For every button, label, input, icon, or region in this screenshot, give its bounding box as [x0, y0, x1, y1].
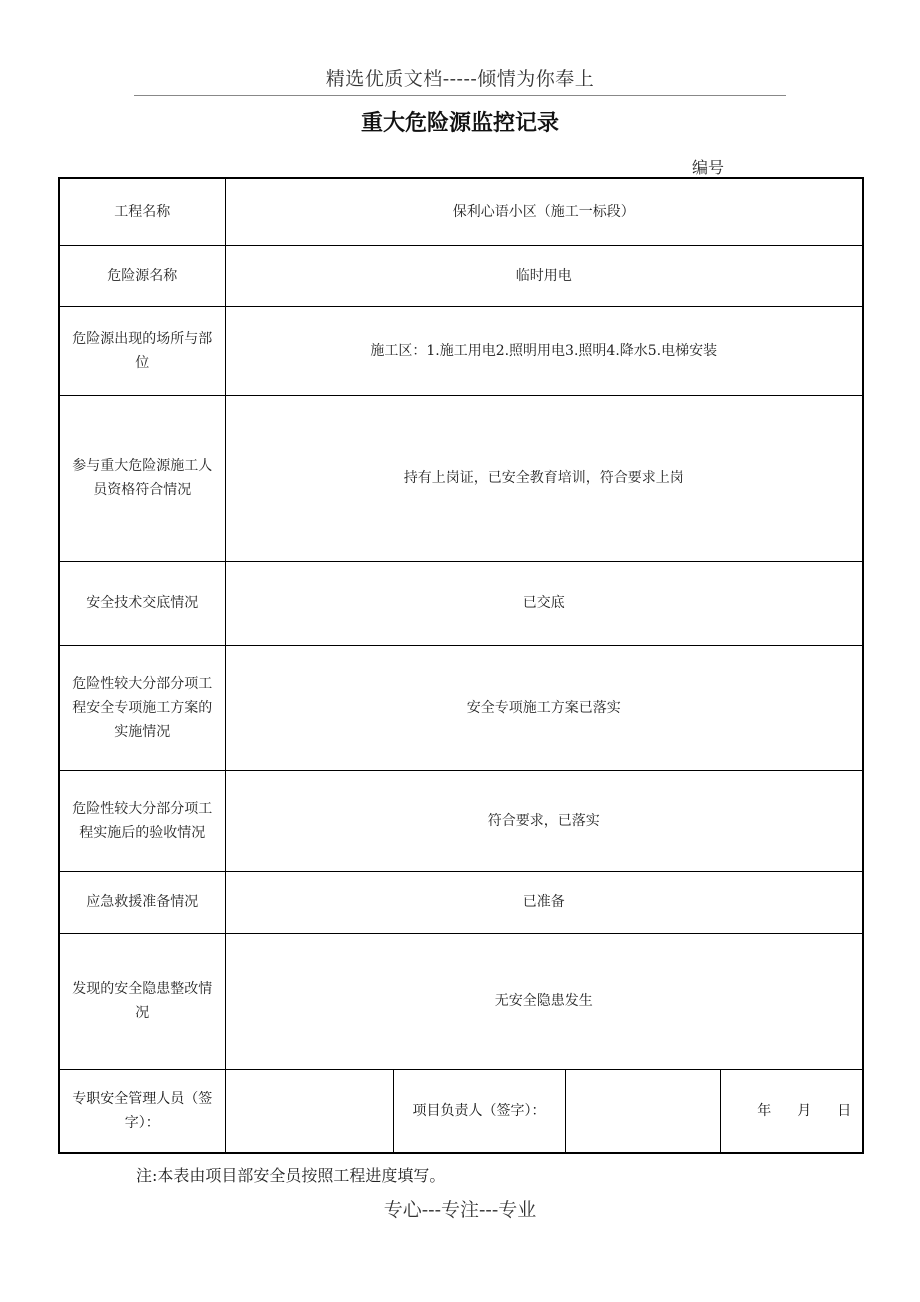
safety-manager-signature-field[interactable] [225, 1069, 393, 1153]
emergency-prep-value: 已准备 [225, 871, 863, 933]
table-row [59, 770, 863, 871]
monitoring-record-table [58, 177, 864, 1154]
safety-manager-signature-label: 专职安全管理人员（签字）： [59, 1069, 225, 1153]
hazard-name-label: 危险源名称 [59, 245, 225, 306]
hazard-location-value: 施工区：1.施工用电2.照明用电3.照明4.降水5.电梯安装 [225, 306, 863, 395]
project-leader-signature-field[interactable] [565, 1069, 720, 1153]
special-plan-label: 危险性较大分部分项工程安全专项施工方案的实施情况 [59, 645, 225, 770]
acceptance-value: 符合要求，已落实 [225, 770, 863, 871]
table-row [59, 395, 863, 561]
acceptance-label: 危险性较大分部分项工程实施后的验收情况 [59, 770, 225, 871]
page-header: 精选优质文档-----倾情为你奉上 [325, 68, 595, 90]
page-footer: 专心---专注---专业 [383, 1199, 537, 1221]
personnel-qualification-label: 参与重大危险源施工人员资格符合情况 [59, 395, 225, 561]
hazard-name-value: 临时用电 [225, 245, 863, 306]
signature-date[interactable] [720, 1069, 863, 1153]
hazard-location-label: 危险源出现的场所与部位 [59, 306, 225, 395]
table-row [59, 933, 863, 1069]
table-row [59, 871, 863, 933]
date-day: 日 [837, 1102, 852, 1119]
project-name-value: 保利心语小区（施工一标段） [225, 178, 863, 245]
personnel-qualification-value: 持有上岗证，已安全教育培训，符合要求上岗 [225, 395, 863, 561]
signature-row [59, 1069, 863, 1153]
special-plan-value: 安全专项施工方案已落实 [225, 645, 863, 770]
document-title: 重大危险源监控记录 [360, 111, 559, 136]
table-row [59, 306, 863, 395]
form-note: 注:本表由项目部安全员按照工程进度填写。 [136, 1166, 446, 1185]
emergency-prep-label: 应急救援准备情况 [59, 871, 225, 933]
date-year: 年 [757, 1102, 772, 1119]
safety-briefing-value: 已交底 [225, 561, 863, 645]
record-number-label: 编号 [692, 158, 725, 177]
project-name-label: 工程名称 [59, 178, 225, 245]
date-month: 月 [797, 1102, 812, 1119]
safety-briefing-label: 安全技术交底情况 [59, 561, 225, 645]
project-leader-signature-label: 项目负责人（签字）： [393, 1069, 565, 1153]
header-divider [134, 95, 786, 96]
table-row [59, 561, 863, 645]
table-row [59, 245, 863, 306]
hazard-rectification-label: 发现的安全隐患整改情况 [59, 933, 225, 1069]
table-row [59, 178, 863, 245]
table-row [59, 645, 863, 770]
hazard-rectification-value: 无安全隐患发生 [225, 933, 863, 1069]
